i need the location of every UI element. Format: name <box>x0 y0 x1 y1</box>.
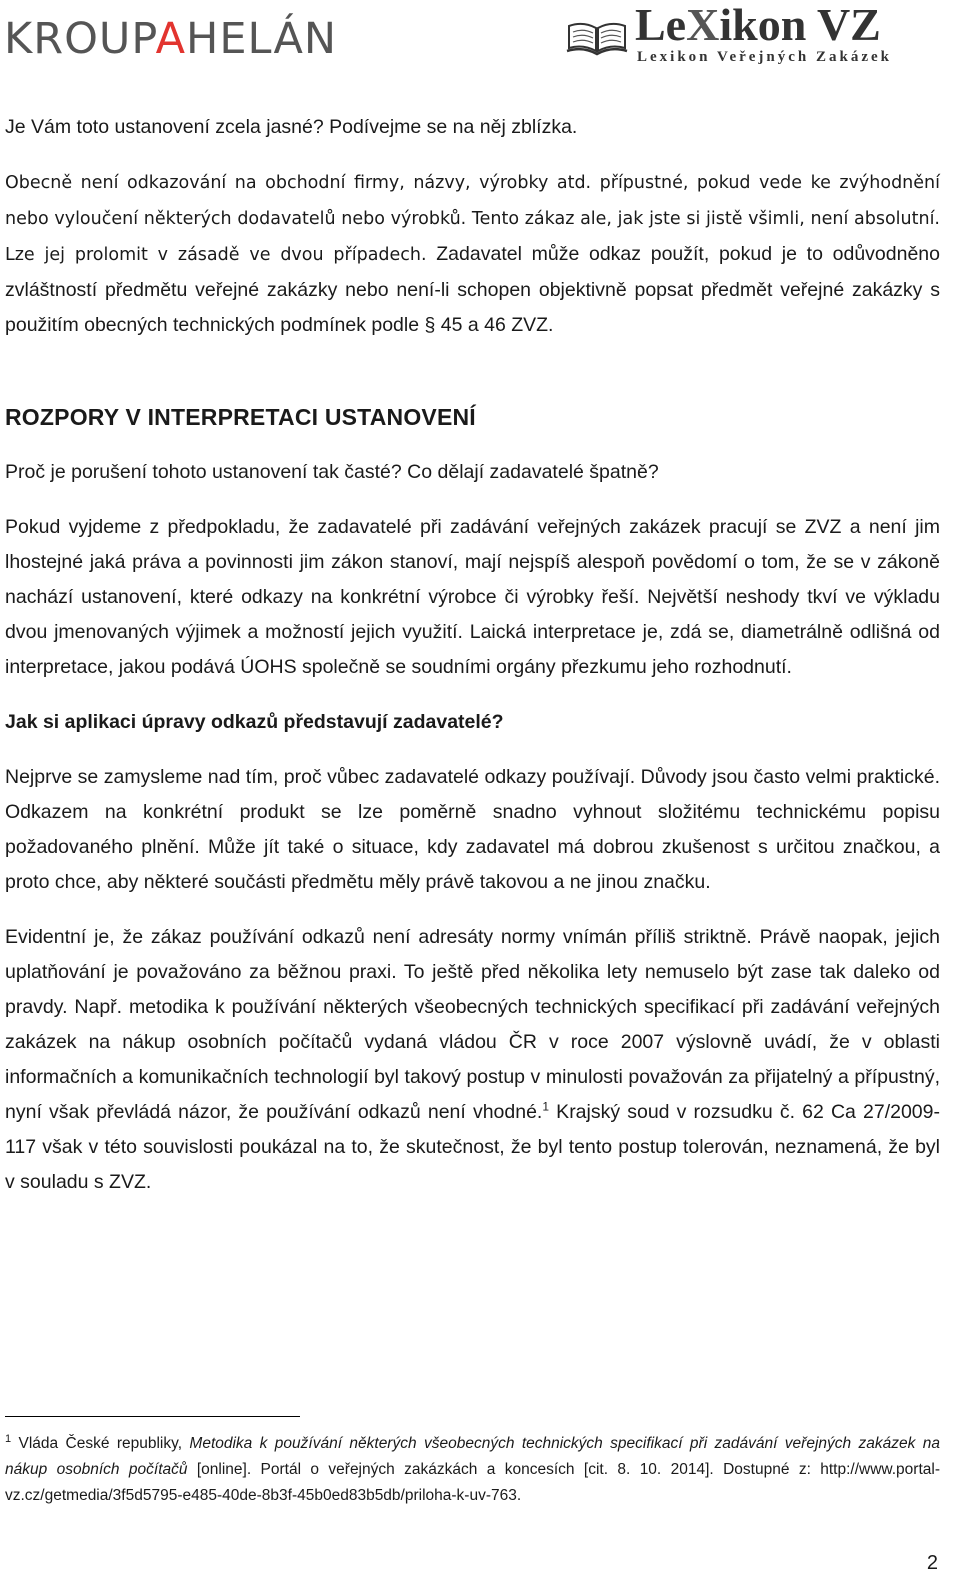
question-paragraph: Proč je porušení tohoto ustanovení tak časté? Co dělají zadavatelé špatně? <box>5 461 659 483</box>
subheading: Jak si aplikaci úpravy odkazů představují zadavatelé? <box>5 711 504 733</box>
intro-paragraph: Je Vám toto ustanovení zcela jasné? Podívejme se na něj zblízka. <box>5 116 578 138</box>
document-body <box>5 110 940 1200</box>
footnote: $^1$ Vláda České republiky, Metodika k používání některých všeobecných technických specifikací při zadávání veřejných zakázek na nákup osobních počítačů [online]. Portál o veřejných zakázkách a koncesích [cit. 8. 10. 2014]. Dostupné z: http://www.portal-vz.cz/getmedia/3f5d5795-e485-40de-8b3f-45b0ed83b5db/priloha-k-uv-763. <box>5 1432 940 1504</box>
open-book-icon <box>565 18 629 58</box>
page-header <box>0 0 960 80</box>
practice-paragraph: Evidentní je, že zákaz používání odkazů není adresáty normy vnímán příliš striktně. Právě naopak, jejich uplatňování je považováno za běžnou praxi. To ještě před několika lety nemuselo být zase tak daleko od pravdy. Např. metodika k používání některých všeobecných technických specifikací při zadávání veřejných zakázek na nákup osobních počítačů vydaná vládou ČR v roce 2007 výslovně uvádí, že v oblasti informačních a komunikačních technologií byl takový postup v minulosti považován za přijatelný a přípustný, nyní však převládá názor, že používání odkazů není vhodné.$^1$ Krajský soud v rozsudku č. 62 Ca 27/2009-117 však v této souvislosti poukázal na to, že skutečnost, že byl tento postup tolerován, neznamená, že byl v souladu s ZVZ. <box>5 926 940 1193</box>
interpretation-paragraph: Pokud vyjdeme z předpokladu, že zadavatelé při zadávání veřejných zakázek pracují se ZVZ a není jim lhostejné jaká práva a povinnosti jim zákon stanoví, mají nejspíš alespoň povědomí o tom, že se v zákoně nachází ustanovení, které odkazy na konkrétní výrobce či výrobky řeší. Největší neshody tkví ve výkladu dvou jmenovaných výjimek a možností jejich využití. Laická interpretace je, zdá se, diametrálně odlišná od interpretace, jakou podává ÚOHS společně se soudními orgány přezkumu jeho rozhodnutí. <box>5 516 940 678</box>
footnote-source: [online]. Portál o veřejných zakázkách a koncesích [cit. 8. 10. 2014]. Dostupné z: http://www.portal-vz.cz/getmedia/3f5d5795-e485-40de-8b3f-45b0ed83b5db/priloha-k-uv-763. <box>5 1461 940 1504</box>
footnote-reference[interactable]: 1 <box>542 1099 550 1114</box>
reasons-paragraph: Nejprve se zamysleme nad tím, proč vůbec zadavatelé odkazy používají. Důvody jsou často velmi praktické. Odkazem na konkrétní produkt se lze poměrně snadno vyhnout složitému technickému popisu požadovaného plnění. Může jít také o situace, kdy zadavatel má dobrou zkušenost s určitou značkou, a proto chce, aby některé součásti předmětu měly právě takovou a ne jinou značku. <box>5 766 940 893</box>
page-number: 2 <box>926 1552 938 1574</box>
exceptions-paragraph: Obecně není odkazování na obchodní firmy, názvy, výrobky atd. přípustné, pokud vede ke zvýhodnění nebo vyloučení některých dodavatelů nebo výrobků. Tento zákaz ale, jak jste si jistě všimli, není absolutní. Lze jej prolomit v zásadě ve dvou případech. Zadavatel může odkaz použít, pokud je to odůvodněno zvláštností předmětu veřejné zakázky nebo není-li schopen objektivně popsat předmět veřejné zakázky s použitím obecných technických podmínek podle § 45 a 46 ZVZ. <box>5 173 940 336</box>
kroupahelan-logo: KROUPAHELÁN <box>4 14 338 64</box>
section-heading: ROZPORY V INTERPRETACI USTANOVENÍ <box>5 404 476 430</box>
lexikon-vz-logo: LeXikon VZ Lexikon Veřejných Zakázek <box>565 4 955 70</box>
footnote-divider <box>5 1416 300 1417</box>
